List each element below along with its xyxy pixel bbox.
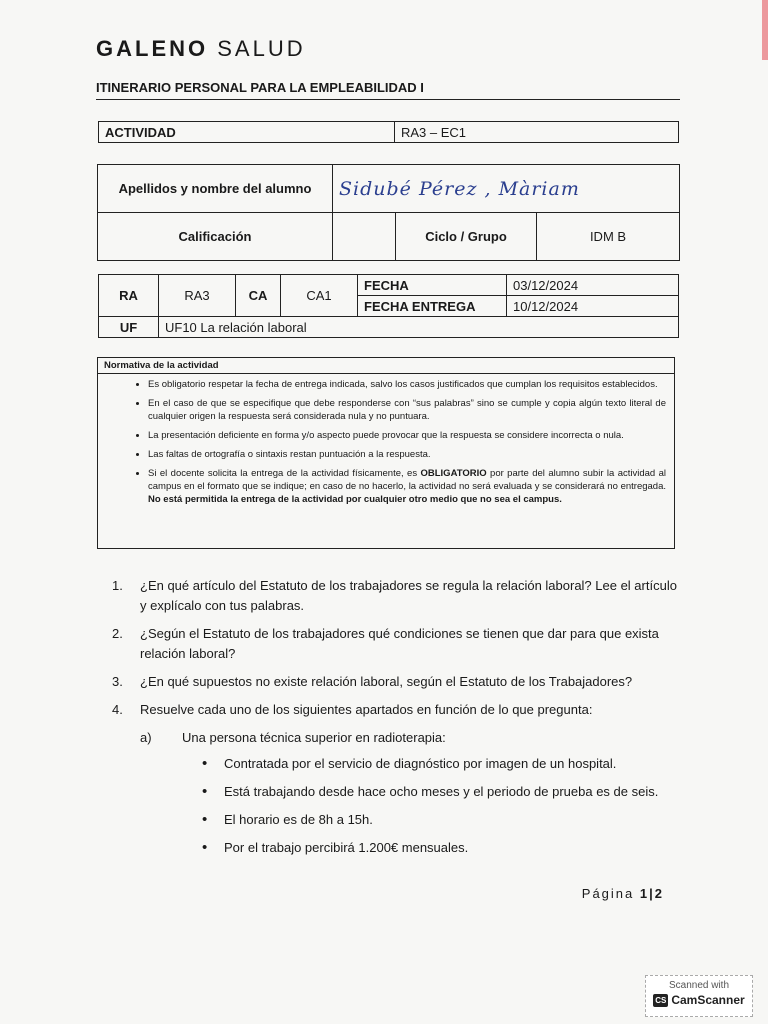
sub-question-a bbox=[140, 728, 682, 748]
rule-emphasis: OBLIGATORIO bbox=[420, 468, 487, 479]
activity-value: RA3 – EC1 bbox=[395, 122, 679, 143]
fecha-value: 03/12/2024 bbox=[507, 275, 679, 296]
scanner-brand-row bbox=[646, 993, 752, 1007]
sub-letter: a) bbox=[140, 730, 152, 745]
student-name-value: Sidubé Pérez , Màriam bbox=[333, 165, 680, 213]
page-current: 1 bbox=[639, 886, 650, 901]
question-number: 4. bbox=[112, 702, 123, 717]
page-number bbox=[582, 886, 664, 901]
brand-logo bbox=[96, 36, 306, 62]
bullet-item: • Contratada por el servicio de diagnóstico por imagen de un hospital. bbox=[224, 754, 682, 774]
entrega-label: FECHA ENTREGA bbox=[358, 296, 507, 317]
student-table bbox=[97, 164, 680, 261]
rule-text: por parte del alumno subir la actividad al campus en el formato que se indique; en caso de no hacerlo, la actividad no será evaluada y se considerará no entregada. bbox=[148, 468, 666, 492]
fecha-label: FECHA bbox=[358, 275, 507, 296]
question-item bbox=[112, 624, 682, 664]
sub-bullets bbox=[224, 754, 682, 858]
question-item bbox=[112, 576, 682, 616]
activity-table bbox=[98, 121, 679, 143]
question-item bbox=[112, 672, 682, 692]
rule-item: • La presentación deficiente en forma y/o aspecto puede provocar que la respuesta se considere incorrecta o nula. bbox=[148, 429, 666, 442]
question-text: Resuelve cada uno de los siguientes apartados en función de lo que pregunta: bbox=[140, 702, 593, 717]
grade-value bbox=[333, 213, 396, 261]
grade-label: Calificación bbox=[98, 213, 333, 261]
question-number: 3. bbox=[112, 674, 123, 689]
question-text: ¿Según el Estatuto de los trabajadores qué condiciones se tienen que dar para que exista relación laboral? bbox=[140, 626, 659, 661]
scanner-brand: CamScanner bbox=[671, 993, 745, 1007]
question-number: 2. bbox=[112, 626, 123, 641]
ca-label: CA bbox=[236, 275, 281, 317]
rule-item bbox=[148, 467, 666, 506]
brand-light: SALUD bbox=[217, 36, 306, 61]
rules-title: Normativa de la actividad bbox=[98, 358, 674, 374]
activity-label: ACTIVIDAD bbox=[99, 122, 395, 143]
group-value: IDM B bbox=[537, 213, 680, 261]
page-label: Página bbox=[581, 886, 635, 901]
rules-box bbox=[97, 357, 675, 549]
scanner-watermark bbox=[645, 975, 753, 1017]
rule-item: • Es obligatorio respetar la fecha de entrega indicada, salvo los casos justificados que cumplan los requisitos establecidos. bbox=[148, 378, 666, 391]
rule-item: • Las faltas de ortografía o sintaxis restan puntuación a la respuesta. bbox=[148, 448, 666, 461]
ra-label: RA bbox=[99, 275, 159, 317]
rule-emphasis: No está permitida la entrega de la actividad por cualquier otro medio que no sea el campus. bbox=[148, 494, 562, 505]
ca-value: CA1 bbox=[281, 275, 358, 317]
page-total: 2 bbox=[654, 886, 664, 901]
question-text: ¿En qué artículo del Estatuto de los trabajadores se regula la relación laboral? Lee el artículo y explícalo con tus palabras. bbox=[140, 578, 677, 613]
student-name-label: Apellidos y nombre del alumno bbox=[98, 165, 333, 213]
rule-item: • En el caso de que se especifique que debe responderse con “sus palabras” sino se cumple y copia algún texto literal de cualquier origen la respuesta será considerada nula y no puntuara. bbox=[148, 397, 666, 423]
scanner-caption: Scanned with bbox=[668, 980, 730, 991]
subject-title: ITINERARIO PERSONAL PARA LA EMPLEABILIDAD I bbox=[96, 80, 680, 100]
question-number: 1. bbox=[112, 578, 123, 593]
questions-list bbox=[112, 576, 682, 866]
ra-value: RA3 bbox=[159, 275, 236, 317]
uf-value: UF10 La relación laboral bbox=[159, 317, 679, 338]
bullet-item: • El horario es de 8h a 15h. bbox=[224, 810, 682, 830]
entrega-value: 10/12/2024 bbox=[507, 296, 679, 317]
group-label: Ciclo / Grupo bbox=[396, 213, 537, 261]
uf-label: UF bbox=[99, 317, 159, 338]
camscanner-logo-icon: CS bbox=[655, 995, 667, 1005]
sub-text: Una persona técnica superior en radioterapia: bbox=[182, 730, 446, 745]
page-edge-mark bbox=[762, 0, 768, 60]
bullet-item: • Por el trabajo percibirá 1.200€ mensuales. bbox=[224, 838, 682, 858]
bullet-item: • Está trabajando desde hace ocho meses y el periodo de prueba es de seis. bbox=[224, 782, 682, 802]
question-item bbox=[112, 700, 682, 720]
page-separator: | bbox=[649, 886, 655, 901]
ra-table bbox=[98, 274, 679, 338]
brand-bold: GALENO bbox=[96, 36, 209, 61]
rule-text: Si el docente solicita la entrega de la actividad físicamente, es bbox=[148, 468, 421, 479]
question-text: ¿En qué supuestos no existe relación laboral, según el Estatuto de los Trabajadores? bbox=[140, 674, 633, 689]
